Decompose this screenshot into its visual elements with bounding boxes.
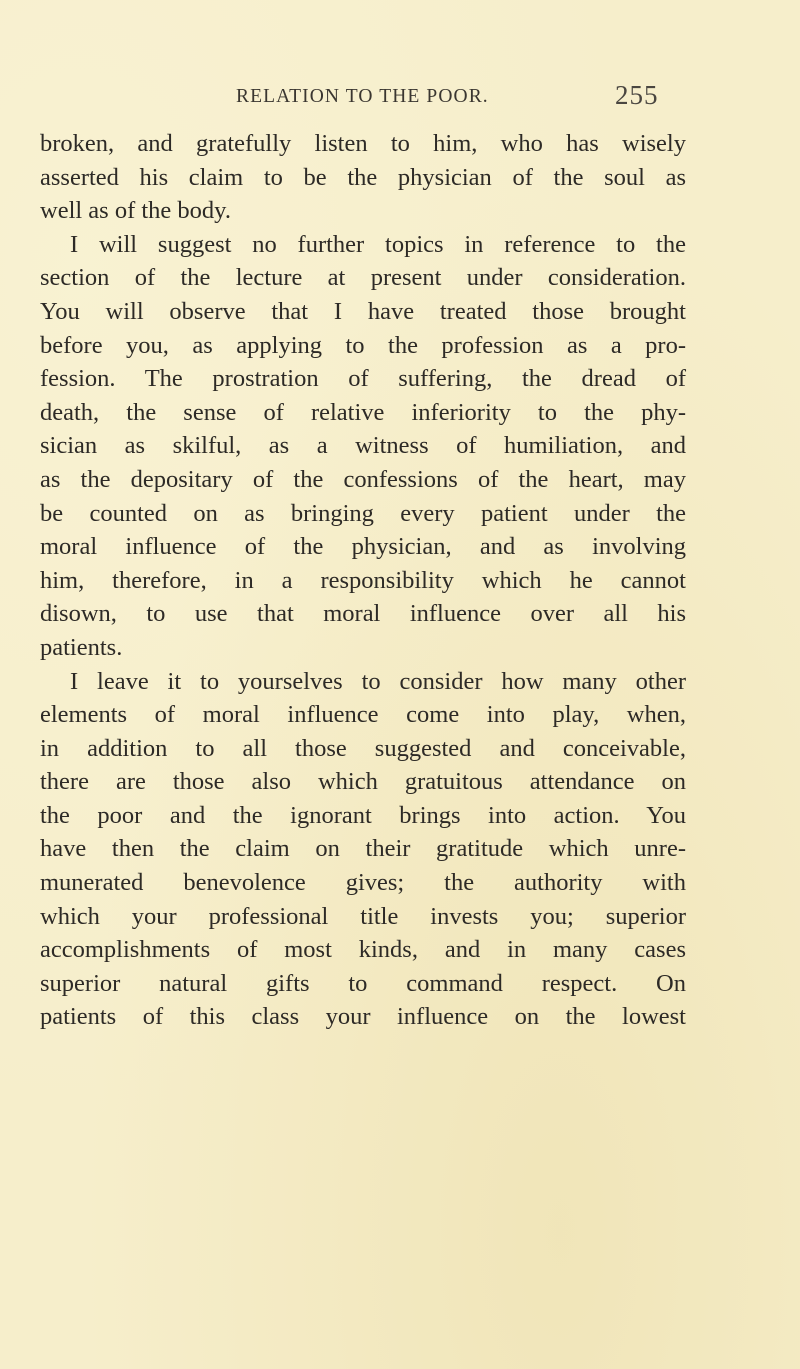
text-line: munerated benevolence gives; the authority with: [40, 869, 686, 897]
text-line: patients of this class your influence on the lowest: [40, 1003, 686, 1031]
text-line: I leave it to yourselves to consider how many other: [70, 667, 686, 695]
text-line: section of the lecture at present under consideration.: [40, 264, 686, 292]
text-line: have then the claim on their gratitude which unre-: [40, 835, 686, 863]
text-line: accomplishments of most kinds, and in many cases: [40, 936, 686, 964]
text-line: I will suggest no further topics in reference to the: [70, 230, 686, 258]
running-head: [0, 80, 800, 120]
text-line: disown, to use that moral influence over all his: [40, 600, 686, 628]
text-line: well as of the body.: [40, 197, 231, 225]
text-line: You will observe that I have treated those brought: [40, 297, 686, 325]
text-line: broken, and gratefully listen to him, who has wisely: [40, 130, 686, 157]
body-text: [40, 127, 686, 1034]
running-title: RELATION TO THE POOR.: [236, 86, 489, 107]
text-line: patients.: [40, 633, 123, 661]
text-line: superior natural gifts to command respect. On: [40, 969, 686, 997]
text-line: which your professional title invests you; superior: [40, 902, 686, 930]
text-line: moral influence of the physician, and as involving: [40, 533, 686, 561]
text-line: death, the sense of relative inferiority to the phy-: [40, 398, 686, 426]
text-line: asserted his claim to be the physician of the soul as: [40, 163, 686, 191]
text-line: in addition to all those suggested and conceivable,: [40, 734, 686, 762]
text-line: there are those also which gratuitous attendance on: [40, 768, 686, 796]
page-number: 255: [615, 80, 659, 110]
text-line: him, therefore, in a responsibility which he cannot: [40, 566, 686, 594]
text-line: elements of moral influence come into play, when,: [40, 701, 686, 729]
text-line: fession. The prostration of suffering, the dread of: [40, 365, 686, 393]
text-line: before you, as applying to the profession as a pro-: [40, 331, 686, 359]
text-line: be counted on as bringing every patient under the: [40, 499, 686, 527]
text-line: as the depositary of the confessions of the heart, may: [40, 465, 686, 493]
text-line: the poor and the ignorant brings into action. You: [40, 801, 686, 829]
text-line: sician as skilful, as a witness of humiliation, and: [40, 432, 686, 460]
